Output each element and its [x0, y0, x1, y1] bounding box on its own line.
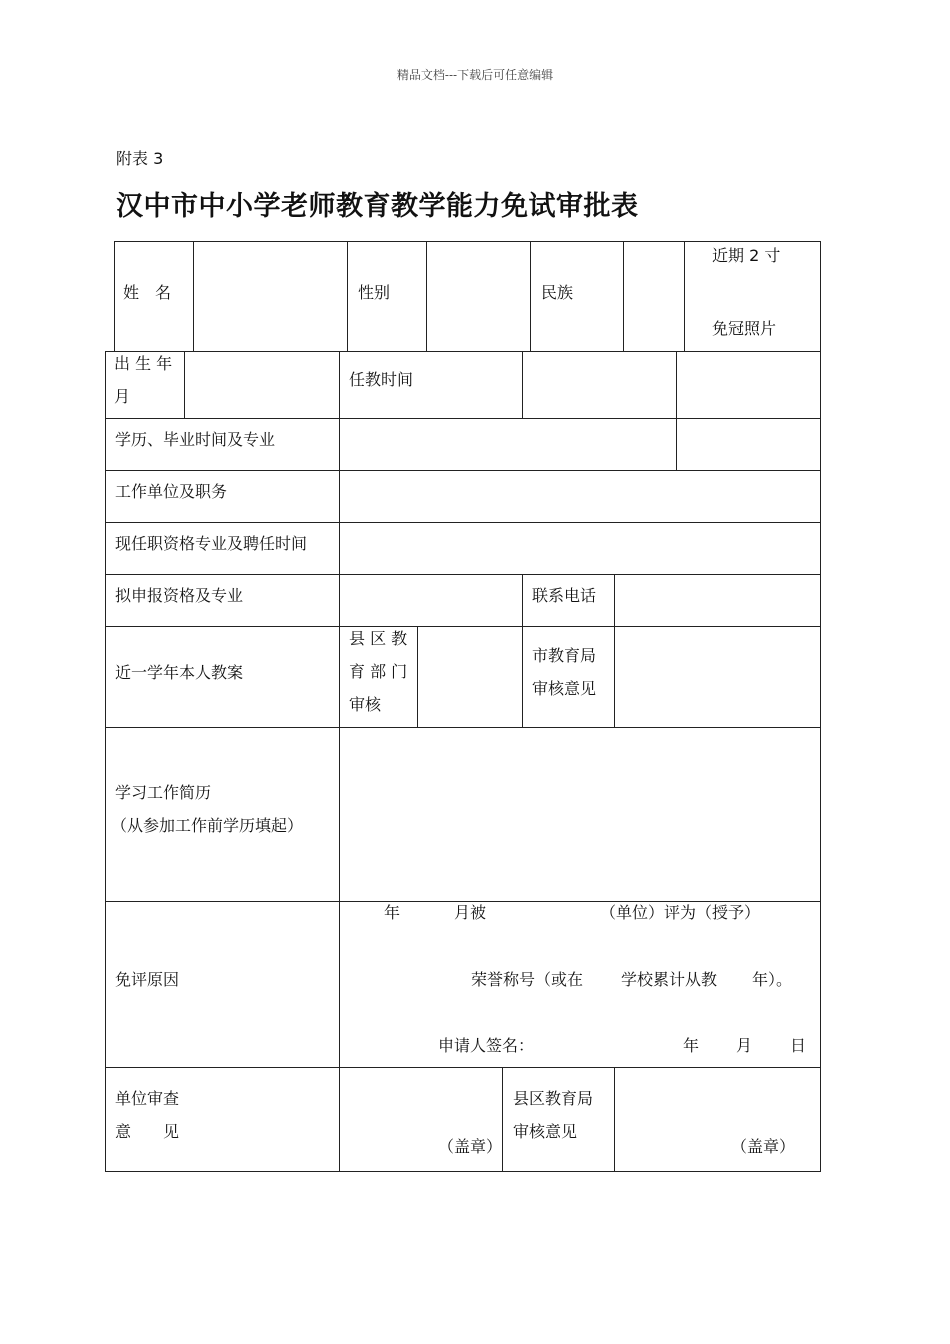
reason-unit-rated: （单位）评为（授予） — [600, 903, 761, 922]
gender-label-cell — [347, 241, 427, 352]
birth-label-line2: 月 — [114, 387, 131, 406]
reason-label: 免评原因 — [115, 970, 180, 989]
county-bureau-line1: 县区教育局 — [513, 1089, 594, 1108]
appendix-label: 附表 3 — [116, 149, 164, 168]
workplace-input-cell[interactable] — [339, 470, 821, 523]
birth-label-cell — [105, 351, 185, 419]
teaching-time-label: 任教时间 — [349, 370, 414, 389]
county-dept-line1: 县 区 教 — [349, 629, 408, 648]
county-bureau-label-cell — [502, 1067, 615, 1172]
county-dept-label-cell — [339, 626, 418, 728]
county-bureau-line2: 审核意见 — [513, 1122, 578, 1141]
unit-review-seal: （盖章） — [438, 1137, 503, 1156]
unit-review-line2: 意 见 — [115, 1122, 180, 1141]
photo-label-line1: 近期 2 寸 — [712, 246, 781, 265]
photo-cell[interactable] — [684, 241, 821, 352]
ethnicity-label: 民族 — [541, 283, 574, 302]
resume-label-line2: （从参加工作前学历填起） — [111, 816, 304, 835]
ethnicity-label-cell — [530, 241, 624, 352]
signature-label: 申请人签名： — [438, 1036, 535, 1055]
apply-qual-label: 拟申报资格及专业 — [115, 586, 244, 605]
signature-date-day: 日 — [790, 1036, 807, 1055]
reason-month-by: 月被 — [454, 903, 487, 922]
county-bureau-seal: （盖章） — [731, 1137, 796, 1156]
resume-input-cell[interactable] — [339, 727, 821, 902]
education-input-cell[interactable] — [339, 418, 677, 471]
reason-label-cell — [105, 901, 340, 1068]
signature-date-month: 月 — [736, 1036, 753, 1055]
phone-label: 联系电话 — [532, 586, 597, 605]
ethnicity-input-cell[interactable] — [623, 241, 685, 352]
resume-label-cell — [105, 727, 340, 902]
birth-input-cell[interactable] — [184, 351, 340, 419]
lesson-plan-label-cell — [105, 626, 340, 728]
resume-label-line1: 学习工作简历 — [115, 783, 212, 802]
unit-review-line1: 单位审查 — [115, 1089, 180, 1108]
unit-review-input-cell[interactable] — [339, 1067, 503, 1172]
name-label-cell — [114, 241, 194, 352]
education-label-cell — [105, 418, 340, 471]
name-input-cell[interactable] — [193, 241, 348, 352]
teaching-time-input-cell[interactable] — [522, 351, 677, 419]
unit-review-label-cell — [105, 1067, 340, 1172]
workplace-label: 工作单位及职务 — [115, 482, 228, 501]
reason-year: 年 — [384, 903, 401, 922]
phone-label-cell — [522, 574, 615, 627]
current-qual-label: 现任职资格专业及聘任时间 — [115, 534, 308, 553]
county-dept-line2: 育 部 门 — [349, 662, 408, 681]
education-extra-cell — [676, 418, 821, 471]
lesson-plan-label: 近一学年本人教案 — [115, 663, 244, 682]
apply-qual-label-cell — [105, 574, 340, 627]
county-bureau-input-cell[interactable] — [614, 1067, 821, 1172]
gender-label: 性别 — [358, 283, 391, 302]
header-note: 精品文档---下载后可任意编辑 — [396, 68, 554, 82]
form-title: 汉中市中小学老师教育教学能力免试审批表 — [116, 191, 639, 222]
apply-qual-input-cell[interactable] — [339, 574, 523, 627]
name-label: 姓 名 — [123, 283, 172, 302]
county-dept-line3: 审核 — [349, 695, 382, 714]
workplace-label-cell — [105, 470, 340, 523]
gender-input-cell[interactable] — [426, 241, 531, 352]
city-review-line2: 审核意见 — [532, 679, 597, 698]
county-dept-input-cell[interactable] — [417, 626, 523, 728]
teaching-time-label-cell — [339, 351, 523, 419]
reason-content-cell[interactable] — [339, 901, 821, 1068]
reason-honor-title: 荣誉称号（或在 — [471, 970, 584, 989]
photo-continue-cell — [676, 351, 821, 419]
reason-school-years: 学校累计从教 — [621, 970, 718, 989]
education-label: 学历、毕业时间及专业 — [115, 430, 276, 449]
birth-label-line1: 出 生 年 — [114, 354, 173, 373]
current-qual-input-cell[interactable] — [339, 522, 821, 575]
reason-years-end: 年）。 — [752, 970, 793, 989]
city-review-line1: 市教育局 — [532, 646, 597, 665]
phone-input-cell[interactable] — [614, 574, 821, 627]
photo-label-line2: 免冠照片 — [712, 319, 777, 338]
city-review-input-cell[interactable] — [614, 626, 821, 728]
city-review-label-cell — [522, 626, 615, 728]
signature-date-year: 年 — [683, 1036, 700, 1055]
current-qual-label-cell — [105, 522, 340, 575]
